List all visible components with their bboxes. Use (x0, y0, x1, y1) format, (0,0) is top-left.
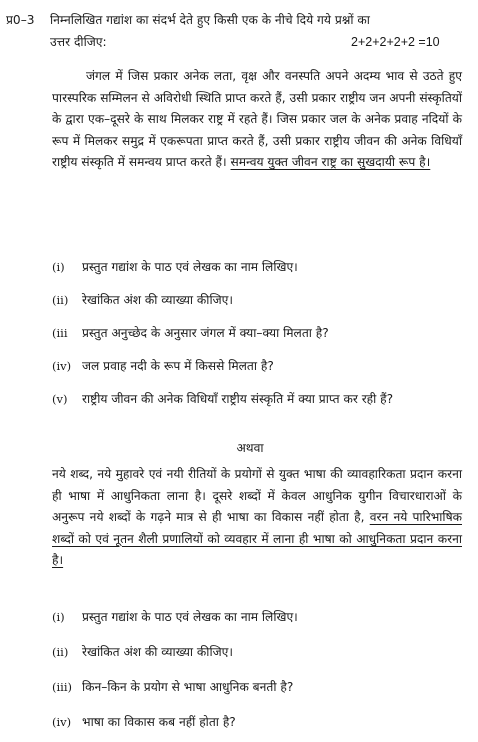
question-marks: 2+2+2+2+2 =10 (351, 35, 440, 49)
list-item (52, 357, 467, 376)
passage-2 (52, 464, 462, 572)
question-item-text: राष्ट्रीय जीवन की अनेक विधियाँ राष्ट्रीय संस्कृति में क्या प्राप्त कर रही हैं? (82, 392, 394, 406)
question-item-text: किन–किन के प्रयोग से भाषा आधुनिक बनती है? (82, 680, 294, 694)
question-item-number: (ii) (52, 293, 69, 307)
question-list-2 (52, 608, 467, 732)
question-instruction-line1: निम्नलिखित गद्यांश का संदर्भ देते हुए किसी एक के नीचे दिये गये प्रश्नों का (50, 13, 370, 27)
question-item-number: (i) (52, 260, 65, 274)
question-item-number: (i) (52, 610, 65, 624)
list-item (52, 258, 467, 277)
list-item (52, 390, 467, 409)
question-item-number: (iv) (52, 359, 72, 373)
list-item (52, 713, 467, 732)
question-item-number: (iii) (52, 680, 73, 694)
passage-1 (52, 66, 462, 174)
passage-1-text: जंगल में जिस प्रकार अनेक लता, वृक्ष और वनस्पति अपने अदम्य भाव से उठते हुए पारस्परिक सम्मिलन से अविरोधी स्थिति प्राप्त करते हैं, उसी प्रकार राष्ट्रीय जन अपनी संस्कृतियों के द्वारा एक–दूसरे के साथ मिलकर राष्ट्र में रहते हैं। जिस प्रकार जल के अनेक प्रवाह नदियों के रूप में मिलकर समुद्र में एकरूपता प्राप्त करते हैं, उसी प्रकार राष्ट्रीय जीवन की अनेक विधियाँ राष्ट्रीय संस्कृति में समन्वय प्राप्त करते हैं। (52, 69, 462, 170)
question-item-text: भाषा का विकास कब नहीं होता है? (82, 715, 236, 729)
question-item-text: प्रस्तुत गद्यांश के पाठ एवं लेखक का नाम लिखिए। (82, 610, 298, 624)
list-item (52, 678, 467, 697)
question-item-text: जल प्रवाह नदी के रूप में किससे मिलता है? (82, 359, 274, 373)
passage-2-underlined-text: वरन नये पारिभाषिक शब्दों को एवं नूतन शैली प्रणालियों को व्यवहार में लाना ही भाषा को आधुनिकता प्रदान करना है। (52, 510, 462, 568)
question-item-text: प्रस्तुत अनुच्छेद के अनुसार जंगल में क्या–क्या मिलता है? (82, 326, 329, 340)
question-item-number: (iv) (52, 715, 72, 729)
question-item-number: (v) (52, 392, 68, 406)
question-item-number: (iii (52, 326, 68, 340)
list-item (52, 608, 467, 627)
list-item (52, 643, 467, 662)
question-item-text: रेखांकित अंश की व्याख्या कीजिए। (82, 645, 234, 659)
list-item (52, 291, 467, 310)
question-item-text: प्रस्तुत गद्यांश के पाठ एवं लेखक का नाम लिखिए। (82, 260, 298, 274)
separator-athva: अथवा (236, 441, 264, 455)
question-item-number: (ii) (52, 645, 69, 659)
passage-2-text: नये शब्द, नये मुहावरे एवं नयी रीतियों के प्रयोगों से युक्त भाषा की व्यावहारिकता प्रदान करना ही भाषा में आधुनिकता लाना है। दूसरे शब्दों में केवल आधुनिक युगीन विचारधाराओं के अनुरूप नये शब्दों के गढ़ने मात्र से ही भाषा का विकास नहीं होता है, (52, 467, 462, 525)
question-item-text: रेखांकित अंश की व्याख्या कीजिए। (82, 293, 234, 307)
list-item (52, 324, 467, 343)
passage-1-underlined-text: समन्वय युक्त जीवन राष्ट्र का सुखदायी रूप है। (230, 155, 431, 170)
question-instruction-line2: उत्तर दीजिए: (50, 35, 107, 49)
question-list-1 (52, 258, 467, 409)
question-number: प्र0–3 (6, 13, 35, 27)
